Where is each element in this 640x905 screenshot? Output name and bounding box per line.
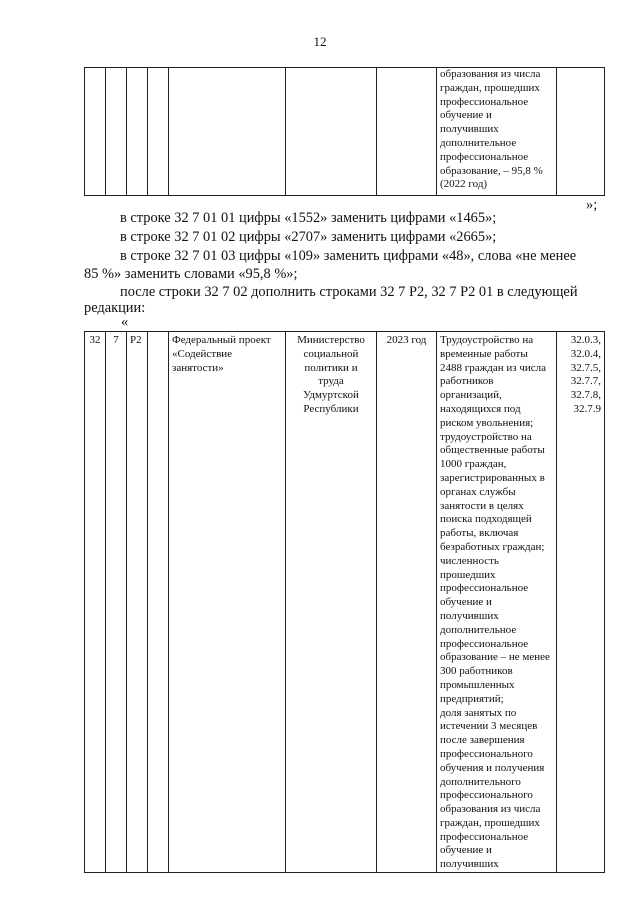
result-line: организаций, <box>440 389 502 402</box>
result-line: 2488 граждан из числа <box>440 361 547 374</box>
indicator-line: 32.7.8, <box>570 389 601 402</box>
executor-line: политики и <box>304 361 358 374</box>
opening-quote: « <box>121 314 129 330</box>
result-line: зарегистрированных в <box>440 471 545 484</box>
code-cell-2: 7 <box>106 332 127 873</box>
code-cell-4 <box>148 332 169 873</box>
executor-line: социальной <box>303 347 359 360</box>
top-cell-1 <box>85 68 106 196</box>
top-cell-4 <box>148 68 169 196</box>
amendment-paragraph-3-line-1: в строке 32 7 01 03 цифры «109» заменить цифрами «48», слова «не менее <box>120 248 577 264</box>
result-line: доля занятых по <box>440 706 517 719</box>
project-name-line: «Содействие <box>172 347 233 360</box>
result-line: после завершения <box>440 734 525 747</box>
indicator-line: 32.0.3, <box>570 334 601 346</box>
amendment-paragraph-2: в строке 32 7 01 02 цифры «2707» заменить цифрами «2665»; <box>120 229 497 245</box>
top-content-line: обучение и <box>440 109 492 122</box>
result-line: работы, включая <box>440 527 519 540</box>
result-line: обучение и получивших <box>440 844 499 871</box>
result-line: дополнительное <box>440 623 517 636</box>
top-content-line: граждан, прошедших <box>440 81 540 94</box>
page-number: 12 <box>313 34 327 49</box>
top-table-row <box>85 68 605 196</box>
top-cell-2 <box>106 68 127 196</box>
year-cell: 2023 год <box>377 332 437 873</box>
indicator-line: 32.7.5, <box>570 361 601 374</box>
top-cell-6 <box>286 68 377 196</box>
main-table <box>84 331 605 873</box>
result-line: численность <box>440 554 499 567</box>
top-content-line: образования из числа <box>440 68 541 80</box>
closing-quote: »; <box>586 197 598 213</box>
indicator-line: 32.7.9 <box>573 402 601 415</box>
result-line: обучения и получения <box>440 761 545 774</box>
top-content-line: профессиональное <box>440 95 529 108</box>
indicator-line: 32.0.4, <box>570 347 601 360</box>
executor-line: труда <box>318 375 344 388</box>
result-line: истечении 3 месяцев <box>440 720 538 733</box>
result-cell <box>437 332 557 873</box>
result-line: дополнительного <box>440 775 521 788</box>
result-line: 300 работников <box>440 665 513 678</box>
result-line: находящихся под <box>440 402 521 415</box>
top-content-line: (2022 год) <box>440 178 488 191</box>
result-line: органах службы <box>440 485 516 498</box>
project-name-line: Федеральный проект <box>172 334 271 346</box>
executor-line: Министерство <box>297 334 365 346</box>
code-cell-1: 32 <box>85 332 106 873</box>
result-line: образование – не менее <box>440 651 550 664</box>
result-line: промышленных <box>440 678 515 691</box>
amendment-paragraph-3-line-2: 85 %» заменить словами «95,8 %»; <box>84 266 298 282</box>
result-line: трудоустройство на <box>440 430 532 443</box>
result-line: профессиональное <box>440 830 529 843</box>
result-line: граждан, прошедших <box>440 816 540 829</box>
top-cell-content <box>437 68 557 196</box>
main-table-row <box>85 332 605 873</box>
result-line: профессионального <box>440 747 533 760</box>
top-cell-7 <box>377 68 437 196</box>
code-cell-3: Р2 <box>127 332 148 873</box>
top-content-line: дополнительное <box>440 136 517 149</box>
result-line: поиска подходящей <box>440 513 532 526</box>
top-cell-3 <box>127 68 148 196</box>
indicator-cell <box>557 332 605 873</box>
project-name-line: занятости» <box>172 361 224 374</box>
indicator-line: 32.7.7, <box>570 375 601 388</box>
result-line: риском увольнения; <box>440 416 534 429</box>
result-line: прошедших <box>440 568 496 581</box>
result-line: обучение и получивших <box>440 596 499 622</box>
top-cell-5 <box>169 68 286 196</box>
result-line: профессионального <box>440 789 533 802</box>
result-line: работников <box>440 375 494 388</box>
top-content-line: профессиональное <box>440 150 529 163</box>
result-line: безработных граждан; <box>440 540 545 553</box>
result-line: 1000 граждан, <box>440 458 507 471</box>
amendment-paragraph-1: в строке 32 7 01 01 цифры «1552» заменить цифрами «1465»; <box>120 210 497 226</box>
project-name-cell <box>169 332 286 873</box>
amendment-paragraph-4-line-1: после строки 32 7 02 дополнить строками 32 7 Р2, 32 7 Р2 01 в следующей <box>120 284 578 300</box>
top-table-fragment <box>84 67 605 196</box>
top-content-line: получивших <box>440 123 499 136</box>
executor-line: Республики <box>303 402 359 415</box>
amendment-paragraph-4-line-2: редакции: <box>84 300 146 316</box>
result-line: занятости в целях <box>440 499 524 512</box>
result-line: предприятий; <box>440 692 504 705</box>
result-line: профессиональное <box>440 637 529 650</box>
result-line: профессиональное <box>440 582 529 595</box>
result-line: временные работы <box>440 347 528 360</box>
result-line: общественные работы <box>440 444 545 457</box>
top-content-line: образование, – 95,8 % <box>440 164 543 177</box>
result-line: Трудоустройство на <box>440 334 534 346</box>
executor-cell <box>286 332 377 873</box>
result-line: образования из числа <box>440 803 541 816</box>
top-cell-last <box>557 68 605 196</box>
executor-line: Удмуртской <box>303 389 359 402</box>
